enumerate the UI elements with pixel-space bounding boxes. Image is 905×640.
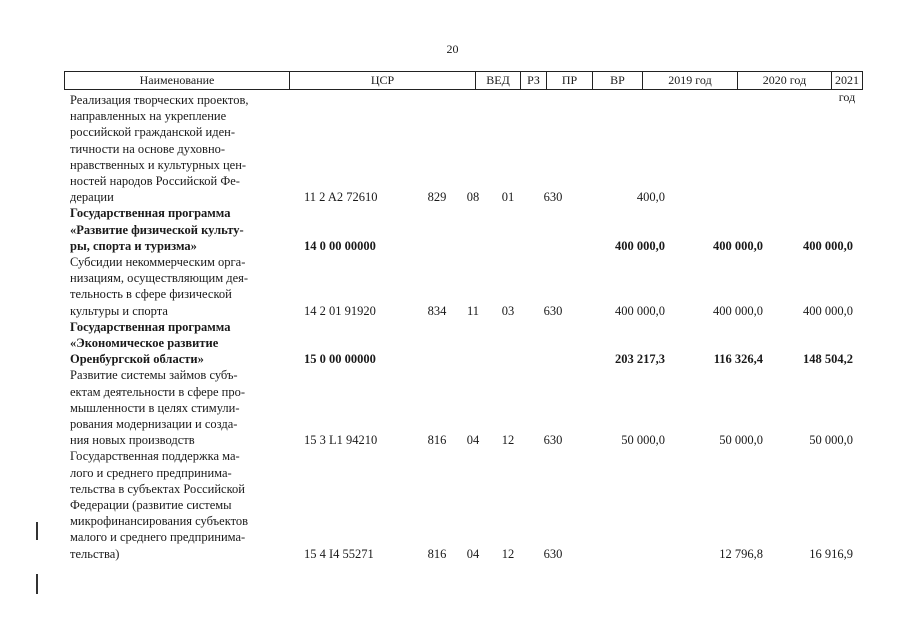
header-vr: ВР bbox=[593, 72, 643, 89]
row-name-line: «Экономическое развитие bbox=[70, 336, 219, 350]
amount-2019: 400 000,0 bbox=[615, 303, 665, 318]
amount-2020: 400 000,0 bbox=[713, 238, 763, 253]
header-ved: ВЕД bbox=[476, 72, 521, 89]
amount-2019: 400 000,0 bbox=[615, 238, 665, 253]
row-name-line: лого и среднего предпринима- bbox=[70, 465, 232, 480]
header-2019: 2019 год bbox=[643, 72, 738, 89]
row-name-line: Субсидии некоммерческим орга- bbox=[70, 255, 246, 269]
pr-cell: 12 bbox=[501, 546, 515, 561]
row-name-line: нравственных и культурных цен- bbox=[70, 157, 247, 172]
row-name-line: тельность в сфере физической bbox=[70, 287, 232, 302]
amount-2020: 400 000,0 bbox=[713, 303, 763, 318]
amount-2020: 12 796,8 bbox=[719, 546, 763, 561]
row-name-line: дерации bbox=[70, 190, 114, 205]
row-name-line: тельства в субъектах Российской bbox=[70, 481, 245, 496]
header-csr: ЦСР bbox=[290, 72, 476, 89]
rz-cell: 11 bbox=[466, 303, 480, 318]
header-pr: ПР bbox=[547, 72, 593, 89]
header-name: Наименование bbox=[65, 72, 290, 89]
amount-2020: 116 326,4 bbox=[713, 352, 763, 367]
row-name-line: микрофинансирования субъектов bbox=[70, 514, 249, 529]
row-name-line: тичности на основе духовно- bbox=[70, 141, 226, 156]
row-name-line: культуры и спорта bbox=[70, 303, 168, 318]
row-name-line: Государственная программа bbox=[70, 319, 231, 334]
row-name-line: Развитие системы займов субъ- bbox=[70, 368, 238, 383]
amount-2019: 400,0 bbox=[636, 190, 665, 205]
row-name-line: Реализация творческих проектов, bbox=[70, 93, 249, 107]
csr-cell: 11 2 A2 72610 bbox=[304, 190, 378, 205]
row-name-line: рования модернизации и созда- bbox=[70, 417, 238, 431]
ved-cell: 829 bbox=[427, 190, 447, 205]
ved-cell: 816 bbox=[427, 433, 447, 448]
rz-cell: 04 bbox=[466, 433, 480, 448]
csr-cell: 15 4 I4 55271 bbox=[304, 546, 374, 561]
rz-cell: 08 bbox=[466, 190, 480, 205]
amount-2021: 400 000,0 bbox=[803, 238, 853, 253]
amount-2021: 400 000,0 bbox=[803, 303, 853, 318]
row-name-line: мышленности в целях стимули- bbox=[70, 400, 240, 415]
row-name-line: Федерации (развитие системы bbox=[70, 498, 232, 512]
pr-cell: 12 bbox=[501, 433, 515, 448]
row-name-line: «Развитие физической культу- bbox=[70, 222, 244, 237]
ved-cell: 816 bbox=[427, 546, 447, 561]
vr-cell: 630 bbox=[543, 546, 563, 561]
row-name-line: ры, спорта и туризма» bbox=[70, 238, 197, 253]
csr-cell: 15 0 00 00000 bbox=[304, 352, 376, 367]
row-name-line: Государственная поддержка ма- bbox=[70, 449, 240, 464]
row-name-line: ностей народов Российской Фе- bbox=[70, 174, 240, 188]
page-number: 20 bbox=[446, 42, 459, 56]
amount-2019: 203 217,3 bbox=[615, 352, 665, 367]
row-name-line: ектам деятельности в сфере про- bbox=[70, 384, 245, 399]
pr-cell: 01 bbox=[501, 190, 515, 205]
vr-cell: 630 bbox=[543, 303, 563, 318]
amount-2021: 16 916,9 bbox=[809, 546, 853, 561]
csr-cell: 14 0 00 00000 bbox=[304, 238, 376, 253]
margin-mark bbox=[36, 574, 38, 594]
amount-2021: 148 504,2 bbox=[803, 352, 853, 367]
vr-cell: 630 bbox=[543, 190, 563, 205]
row-name-line: тельства) bbox=[70, 546, 120, 561]
pr-cell: 03 bbox=[501, 303, 515, 318]
row-name-line: малого и среднего предпринима- bbox=[70, 530, 246, 545]
header-rz: РЗ bbox=[521, 72, 547, 89]
csr-cell: 15 3 L1 94210 bbox=[304, 433, 378, 448]
header-2020: 2020 год bbox=[738, 72, 832, 89]
amount-2019: 50 000,0 bbox=[621, 433, 665, 448]
csr-cell: 14 2 01 91920 bbox=[304, 303, 376, 318]
row-name-line: Государственная программа bbox=[70, 206, 231, 221]
header-2021: 2021 год bbox=[835, 73, 859, 104]
row-name-line: российской гражданской иден- bbox=[70, 125, 235, 140]
row-name-line: низациям, осуществляющим дея- bbox=[70, 271, 249, 286]
row-name-line: ния новых производств bbox=[70, 433, 195, 448]
rz-cell: 04 bbox=[466, 546, 480, 561]
margin-mark bbox=[36, 522, 38, 540]
ved-cell: 834 bbox=[427, 303, 447, 318]
amount-2020: 50 000,0 bbox=[719, 433, 763, 448]
row-name-line: направленных на укрепление bbox=[70, 109, 227, 124]
row-name-line: Оренбургской области» bbox=[70, 352, 204, 367]
amount-2021: 50 000,0 bbox=[809, 433, 853, 448]
vr-cell: 630 bbox=[543, 433, 563, 448]
